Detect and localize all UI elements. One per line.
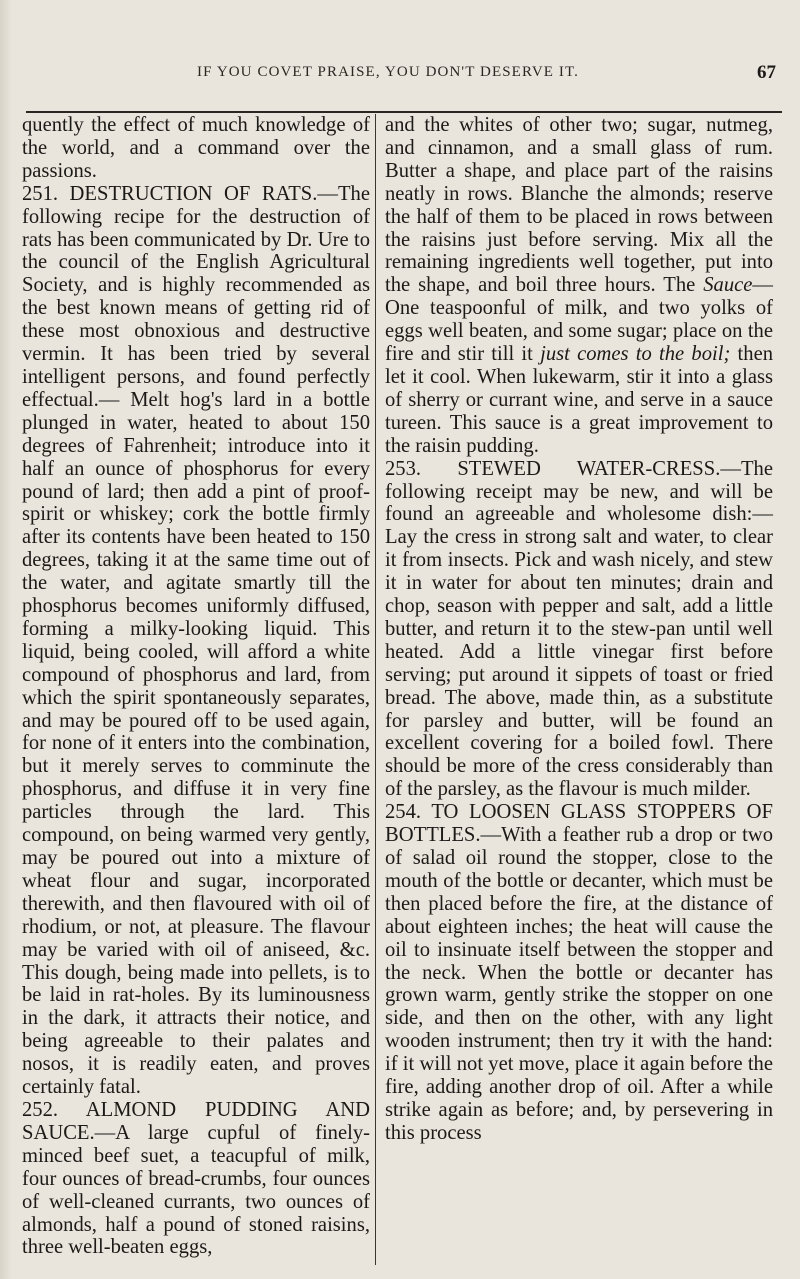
left-column [22,114,370,1267]
column-divider [375,114,376,1265]
running-title: IF YOU COVET PRAISE, YOU DON'T DESERVE IT. [196,64,579,80]
section-body: —One teaspoonful of milk, and two yolks of eggs well beaten, and some sugar; place on the fire and stir till it [385,274,773,366]
section-252-continued [385,114,773,458]
section-number: 251. [22,182,59,205]
page-edge [0,0,12,1279]
right-column [385,114,773,1267]
header-rule [26,111,782,113]
italic-phrase: just comes to the boil; [540,343,731,366]
section-number: 252. [22,1098,59,1121]
section-heading: STEWED WATER-CRESS.— [457,457,741,480]
running-header [34,64,782,90]
continuation-paragraph: quently the effect of much knowledge of the world, and a command over the passions. [22,114,370,182]
section-number: 253. [385,457,422,480]
section-number: 254. [385,801,422,824]
section-heading: DESTRUCTION OF RATS.— [69,182,338,205]
section-body: With a feather rub a drop or two of salad oil round the stopper, close to the mouth of the bottle or decanter, which must be then placed before the fire, at the distance of about eighteen inches; the heat will cause the oil to insinuate itself between the stopper and the neck. When the bottle or decanter has grown warm, gently strike the stopper on one side, and then on the other, with any light wooden instrument; then try it with the hand: if it will not yet move, place it again before the fire, adding another drop of oil. After a while strike again as before; and, by persevering in this process [385,824,773,1144]
section-heading: ALMOND PUDDING AND SAUCE.— [22,1098,370,1144]
section-body: then let it cool. When lukewarm, stir it into a glass of sherry or currant wine, and serve in a sauce tureen. This sauce is a great improvement to the raisin pudding. [385,343,774,457]
sauce-label: Sauce [703,274,753,297]
section-body: The following receipt may be new, and will be found an agreeable and wholesome dish:—Lay the cress in strong salt and water, to clear it from insects. Pick and wash nicely, and stew it in water for about ten minutes; drain and chop, season with pepper and salt, add a little butter, and return it to the stew-pan until well heated. Add a little vinegar first before serving; put around it sippets of toast or fried bread. The above, made thin, as a substitute for parsley and butter, will be found an excellent covering for a boiled fowl. There should be more of the cress considerably than of the parsley, as the flavour is much milder. [385,457,773,801]
section-251 [22,183,370,1099]
section-252 [22,1099,370,1259]
section-253 [385,458,773,802]
section-heading: TO LOOSEN GLASS STOPPERS OF BOTTLES.— [385,801,773,847]
section-body: The following recipe for the destruction of rats has been communicated by Dr. Ure to the council of the English Agricultural Society, and is highly recommended as the best known means of getting rid of these most obnoxious and destructive vermin. It has been tried by several intelligent persons, and found perfectly effectual.— Melt hog's lard in a bottle plunged in water, heated to about 150 degrees of Fahrenheit; introduce into it half an ounce of phosphorus for every pound of lard; then add a pint of proof-spirit or whiskey; cork the bottle firmly after its contents have been heated to 150 degrees, taking it at the same time out of the water, and agitate smartly till the phosphorus becomes uniformly diffused, forming a milky-looking liquid. This liquid, being cooled, will afford a white compound of phosphorus and lard, from which the spirit spontaneously separates, and may be poured off to be used again, for none of it enters into the combination, but it merely serves to comminute the phosphorus, and diffuse it in very fine particles through the lard. This compound, on being warmed very gently, may be poured out into a mixture of wheat flour and sugar, incorporated therewith, and then flavoured with oil of rhodium, or not, at pleasure. The flavour may be varied with oil of aniseed, &c. This dough, being made into pellets, is to be laid in rat-holes. By its luminousness in the dark, it attracts their notice, and being agreeable to their palates and nosos, it is readily eaten, and proves certainly fatal. [22,182,370,1099]
section-254 [385,801,773,1145]
section-body: and the whites of other two; sugar, nutmeg, and cinnamon, and a small glass of rum. Butter a shape, and place part of the raisins neatly in rows. Blanche the almonds; reserve the half of them to be placed in rows between the raisins just before serving. Mix all the remaining ingredients well together, put into the shape, and boil three hours. The [385,114,773,297]
section-body: A large cupful of finely-minced beef suet, a teacupful of milk, four ounces of bread-crumbs, four ounces of well-cleaned currants, two ounces of almonds, half a pound of stoned raisins, three well-beaten eggs, [22,1121,370,1259]
page-number: 67 [757,62,776,83]
